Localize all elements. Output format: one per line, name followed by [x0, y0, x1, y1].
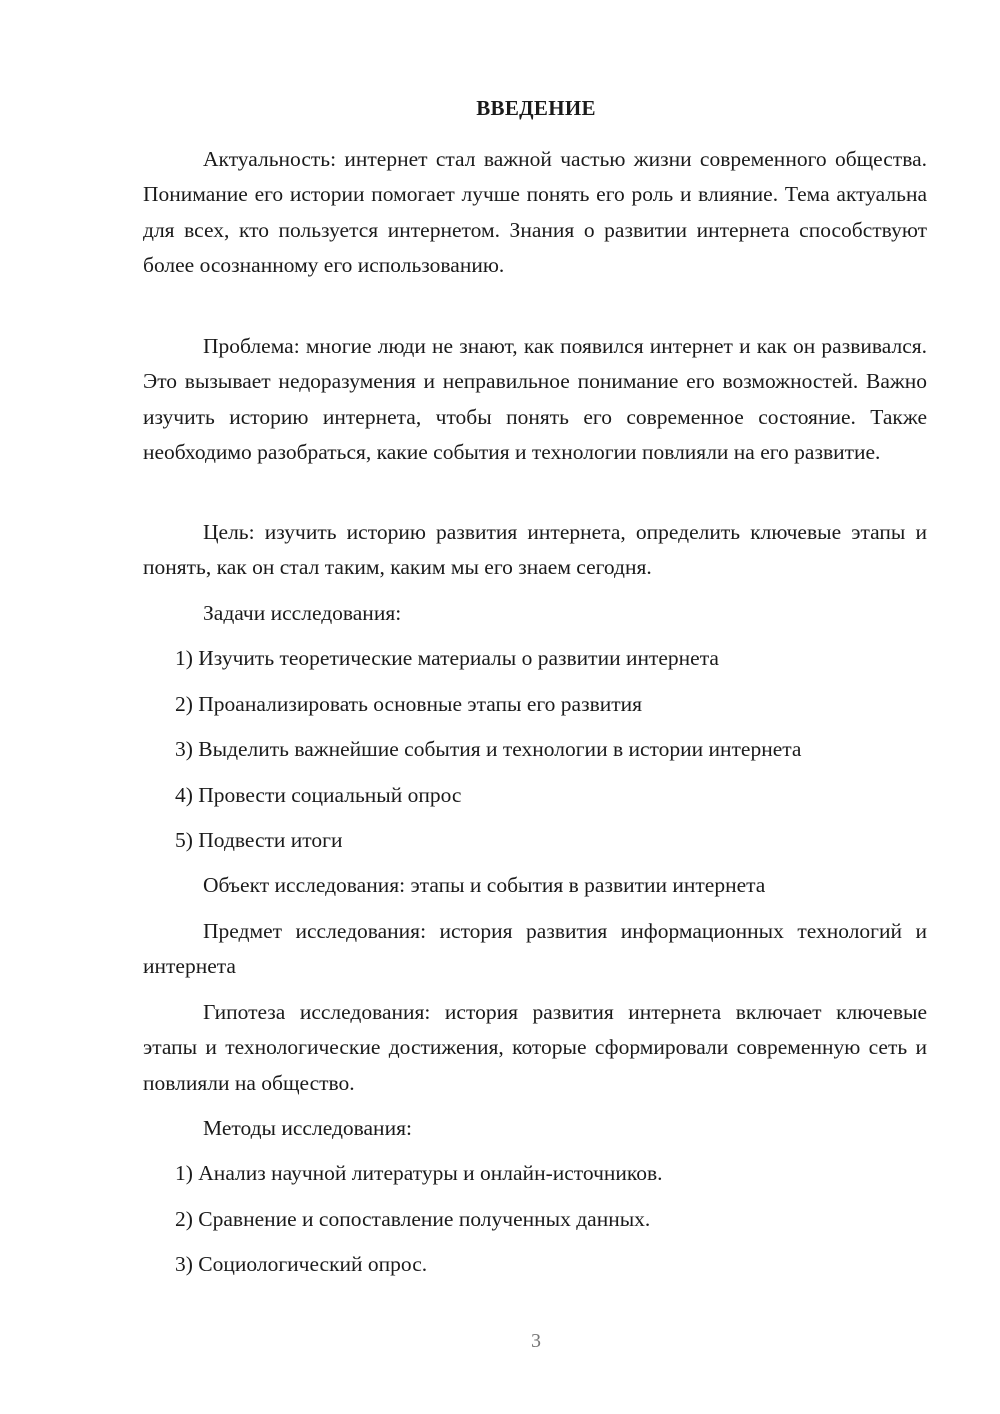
- task-item: 4) Провести социальный опрос: [175, 783, 462, 807]
- relevance-paragraph: Актуальность: интернет стал важной частью жизни современного общества. Понимание его истории помогает лучше понять его роль и влияние. Тема актуальна для всех, кто пользуется интернетом. Знания о развитии интернета способствуют более осознанному его использованию.: [143, 147, 927, 278]
- task-item: 1) Изучить теоретические материалы о развитии интернета: [175, 646, 719, 670]
- goal-paragraph: Цель: изучить историю развития интернета, определить ключевые этапы и понять, как он стал таким, каким мы его знаем сегодня.: [143, 520, 927, 580]
- method-item: 1) Анализ научной литературы и онлайн-источников.: [175, 1161, 663, 1185]
- problem-paragraph: Проблема: многие люди не знают, как появился интернет и как он развивался. Это вызывает недоразумения и неправильное понимание его возможностей. Важно изучить историю интернета, чтобы понять его современное состояние. Также необходимо разобраться, какие события и технологии повлияли на его развитие.: [143, 334, 927, 465]
- method-item: 2) Сравнение и сопоставление полученных данных.: [175, 1207, 651, 1231]
- task-item: 3) Выделить важнейшие события и технологии в истории интернета: [175, 737, 802, 761]
- tasks-heading: Задачи исследования:: [203, 601, 402, 625]
- research-subject: Предмет исследования: история развития информационных технологий и интернета: [143, 919, 927, 979]
- page-title: ВВЕДЕНИЕ: [476, 96, 596, 120]
- task-item: 2) Проанализировать основные этапы его развития: [175, 692, 643, 716]
- research-object: Объект исследования: этапы и события в развитии интернета: [203, 873, 766, 897]
- methods-heading: Методы исследования:: [203, 1116, 412, 1140]
- task-item: 5) Подвести итоги: [175, 828, 343, 852]
- method-item: 3) Социологический опрос.: [175, 1252, 428, 1276]
- research-hypothesis: Гипотеза исследования: история развития интернета включает ключевые этапы и технологические достижения, которые сформировали современную сеть и повлияли на общество.: [143, 1000, 927, 1095]
- page-number: 3: [531, 1330, 541, 1352]
